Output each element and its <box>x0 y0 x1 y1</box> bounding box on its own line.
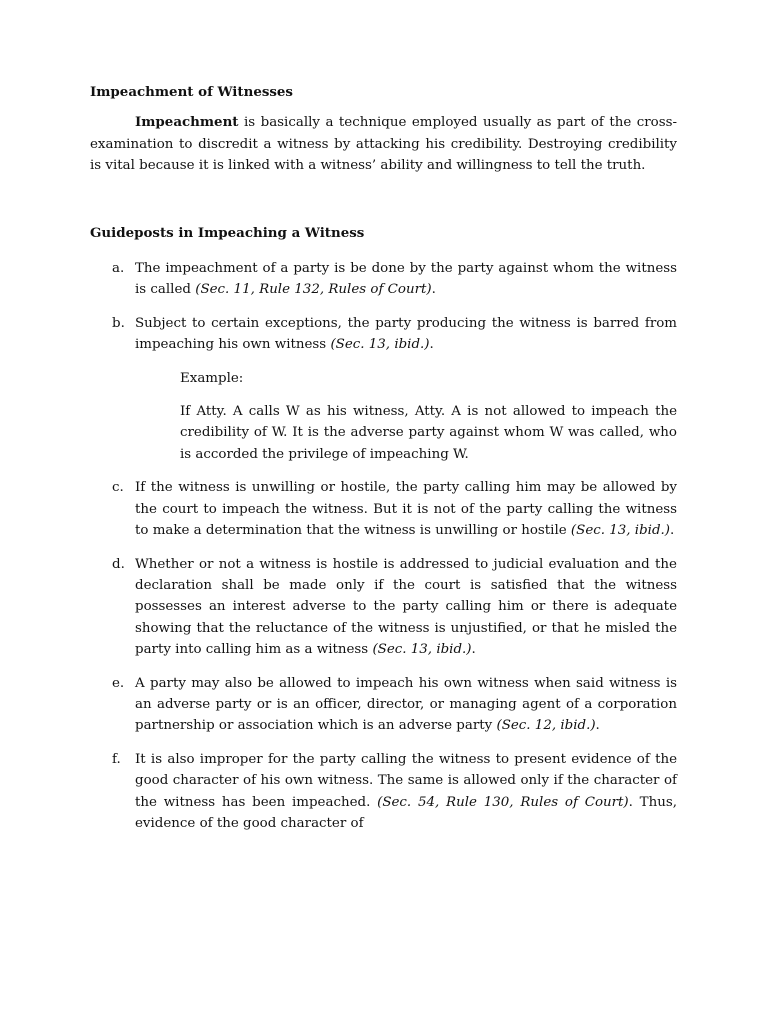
item-text: A party may also be allowed to impeach his own witness when said witness is an adverse party or is an officer, director, or managing agent of a corporation partnership or association which is an adverse party <box>135 675 677 734</box>
section-title: Guideposts in Impeaching a Witness <box>90 224 365 241</box>
document-page <box>90 80 677 846</box>
list-item <box>90 673 677 737</box>
guidepost-list <box>90 258 677 834</box>
list-item <box>90 477 677 541</box>
list-marker: d. <box>112 556 125 572</box>
item-tail: . <box>431 282 436 298</box>
list-item <box>90 313 677 465</box>
item-citation: (Sec. 13, ibid.) <box>372 642 472 658</box>
item-tail: . <box>471 642 476 658</box>
list-marker: c. <box>112 480 124 496</box>
list-marker: e. <box>112 675 125 691</box>
item-citation: (Sec. 54, Rule 130, Rules of Court) <box>377 794 629 810</box>
item-citation: (Sec. 12, ibid.) <box>496 718 596 734</box>
list-marker: b. <box>112 315 125 331</box>
item-tail: . <box>595 718 600 734</box>
item-text: It is also improper for the party calling the witness to present evidence of the good character of his own witness. The same is allowed only if the character of the witness has been impeached. <box>135 751 677 810</box>
example-text: If Atty. A calls W as his witness, Atty. A is not allowed to impeach the credibility of W. It is the adverse party against whom W was called, who is accorded the privilege of impeaching W. <box>180 404 677 462</box>
example-label: Example: <box>180 370 244 386</box>
list-item <box>90 258 677 301</box>
document-title: Impeachment of Witnesses <box>90 84 293 100</box>
item-tail: . <box>670 523 675 539</box>
list-marker: f. <box>112 751 121 767</box>
list-marker: a. <box>112 261 125 277</box>
item-text: Subject to certain exceptions, the party producing the witness is barred from impeaching his own witness <box>135 315 677 353</box>
list-item <box>90 554 677 661</box>
intro-text: is basically a technique employed usually as part of the cross-examination to discredit a witness by attacking his credibility. Destroying credibility is vital because it is linked with a witness’ ability and willingness to tell the truth. <box>90 115 677 174</box>
item-text: Whether or not a witness is hostile is addressed to judicial evaluation and the declaration shall be made only if the court is satisfied that the witness possesses an interest adverse to the party calling him or there is adequate showing that the reluctance of the witness is unjustified, or that he misled the party into calling him as a witness <box>135 556 677 658</box>
item-citation: (Sec. 13, ibid.) <box>330 337 430 353</box>
intro-lead-term: Impeachment <box>135 114 239 131</box>
item-citation: (Sec. 13, ibid.) <box>570 523 670 539</box>
item-text: If the witness is unwilling or hostile, the party calling him may be allowed by the court to impeach the witness. But it is not of the party calling the witness to make a determination that the witness is unwilling or hostile <box>135 480 677 539</box>
item-tail: . Thus, evidence of the good character of <box>135 794 677 831</box>
item-citation: (Sec. 11, Rule 132, Rules of Court) <box>195 282 432 298</box>
intro-paragraph <box>90 112 677 176</box>
list-item <box>90 749 677 835</box>
item-text: The impeachment of a party is be done by the party against whom the witness is called <box>135 261 677 298</box>
item-tail: . <box>429 337 434 353</box>
